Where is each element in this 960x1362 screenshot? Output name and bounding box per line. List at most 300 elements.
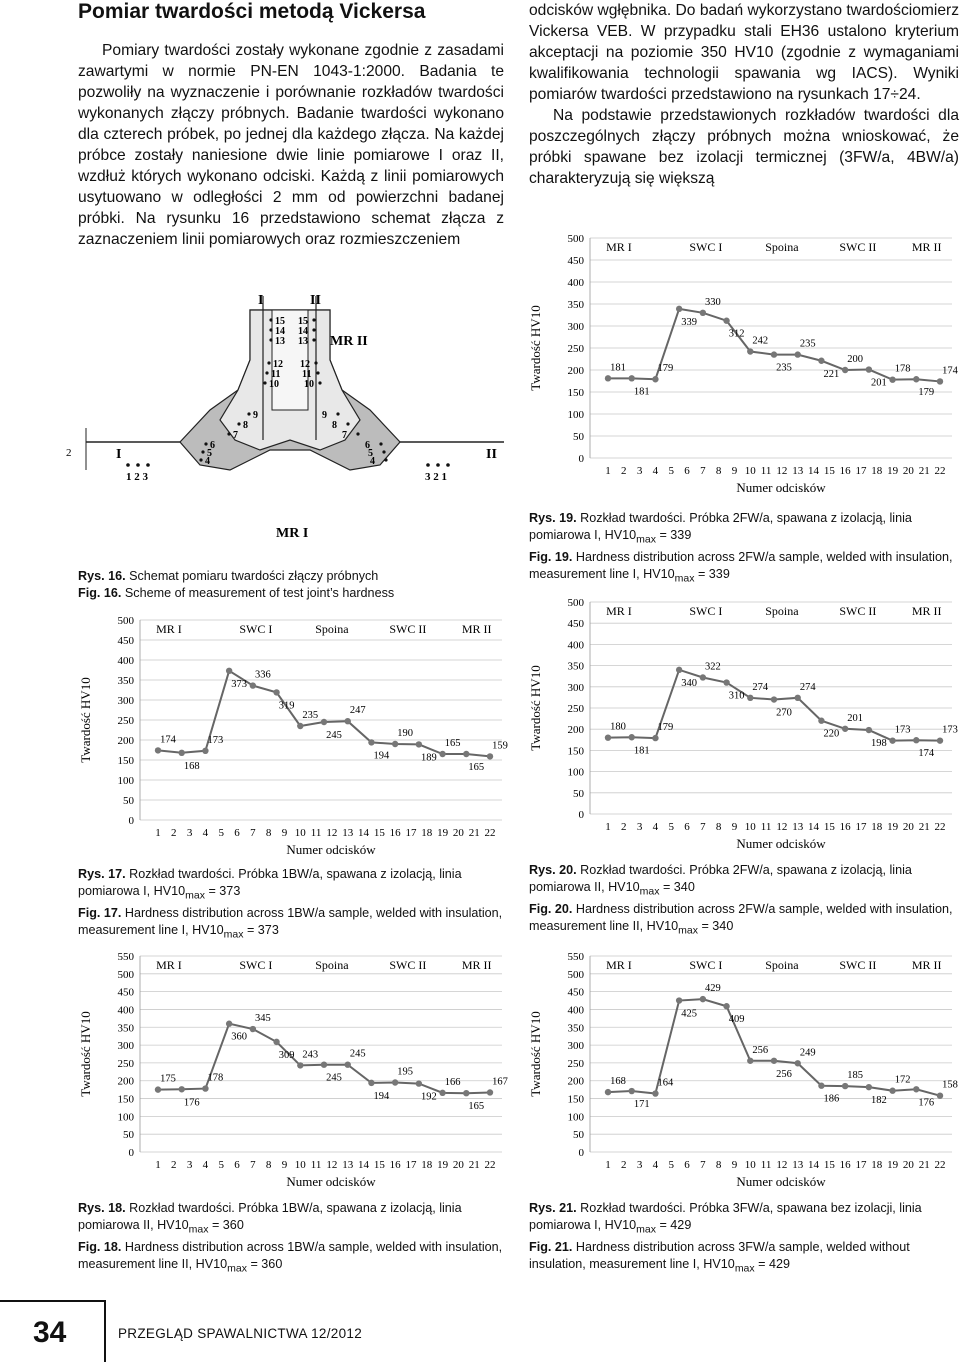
schematic-point: [312, 318, 315, 321]
x-tick-label: 2: [621, 821, 627, 833]
y-tick-label: 0: [578, 1147, 584, 1159]
y-tick-label: 550: [567, 951, 584, 963]
data-point: [605, 734, 611, 740]
caption-label: Rys. 16.: [78, 569, 126, 583]
schematic-base-right: 3 2 1: [425, 471, 447, 483]
y-tick-label: 350: [567, 299, 584, 311]
x-tick-label: 16: [389, 1159, 401, 1171]
data-point: [771, 351, 777, 357]
x-axis-title: Numer odcisków: [286, 1174, 376, 1189]
data-point: [273, 1039, 279, 1045]
x-tick-label: 10: [744, 1159, 756, 1171]
caption-sub: max: [223, 928, 244, 941]
chart-fig19: [528, 226, 960, 498]
y-tick-label: 500: [567, 968, 584, 981]
x-tick-label: 5: [668, 465, 674, 477]
y-tick-label: 0: [578, 453, 584, 465]
x-axis-title: Numer odcisków: [736, 480, 826, 495]
x-tick-label: 19: [437, 1159, 449, 1171]
data-label: 195: [397, 1066, 414, 1078]
x-tick-label: 13: [792, 1159, 804, 1171]
left-column-text: [78, 40, 504, 250]
schematic-point-label: 10: [269, 379, 279, 390]
data-point: [747, 348, 753, 354]
schematic-point: [269, 338, 272, 341]
data-label: 194: [373, 1090, 390, 1102]
x-tick-label: 14: [808, 1159, 820, 1171]
schematic-point-label: 9: [322, 410, 327, 421]
zone-label: SWC II: [389, 622, 427, 636]
x-tick-label: 22: [934, 465, 946, 477]
schematic-base-point: [446, 463, 450, 467]
y-tick-label: 100: [567, 1111, 584, 1124]
chart-fig20: [528, 590, 960, 854]
x-tick-label: 12: [776, 821, 788, 833]
caption-label: Rys. 20.: [529, 863, 577, 877]
x-tick-label: 17: [405, 1159, 417, 1171]
x-tick-label: 16: [839, 821, 851, 833]
x-tick-label: 9: [281, 1159, 288, 1171]
y-tick-label: 400: [567, 639, 584, 652]
schematic-point: [267, 361, 270, 364]
zone-label: Spoina: [315, 958, 349, 972]
x-tick-label: 2: [621, 465, 627, 477]
data-label: 322: [704, 661, 721, 673]
zone-label: SWC I: [239, 958, 273, 972]
x-tick-label: 11: [310, 827, 322, 839]
data-point: [652, 376, 658, 382]
data-label: 178: [207, 1072, 224, 1084]
x-tick-label: 9: [731, 465, 738, 477]
data-label: 158: [942, 1079, 958, 1091]
x-tick-label: 2: [171, 1159, 177, 1171]
schematic-point-label: 11: [271, 369, 281, 380]
x-tick-label: 19: [887, 1159, 899, 1171]
zone-label: SWC I: [689, 958, 723, 972]
caption-text: Scheme of measurement of test joint’s hardness: [121, 586, 395, 600]
data-label: 429: [704, 983, 721, 995]
x-tick-label: 4: [652, 1159, 659, 1171]
x-axis-title: Numer odcisków: [736, 1174, 826, 1189]
y-tick-label: 100: [567, 766, 584, 779]
x-tick-label: 15: [373, 1159, 385, 1171]
data-point: [866, 366, 872, 372]
x-tick-label: 8: [265, 827, 272, 839]
data-label: 168: [183, 760, 200, 772]
caption-text: Rozkład twardości. Próbka 3FW/a, spawana bez izolacji, linia pomiarowa I, HV10: [529, 1201, 922, 1232]
zone-label: Spoina: [765, 604, 799, 618]
data-point: [771, 696, 777, 702]
y-tick-label: 0: [128, 815, 134, 827]
schematic-point: [346, 422, 349, 425]
schematic-point: [263, 381, 266, 384]
x-tick-label: 10: [294, 827, 306, 839]
schematic-point-label: 7: [342, 430, 347, 441]
x-tick-label: 21: [918, 821, 930, 833]
caption-label: Fig. 17.: [78, 905, 122, 920]
data-label: 165: [444, 738, 461, 749]
data-label: 164: [657, 1077, 674, 1089]
data-point: [866, 1084, 872, 1090]
chart-fig17: [78, 608, 510, 860]
x-tick-label: 4: [652, 821, 659, 833]
x-tick-label: 7: [700, 465, 706, 477]
data-label: 312: [728, 328, 745, 340]
x-tick-label: 1: [605, 821, 611, 833]
data-point: [321, 719, 327, 725]
x-tick-label: 21: [468, 1159, 480, 1171]
data-point: [155, 1086, 161, 1092]
x-tick-label: 12: [776, 465, 788, 477]
data-point: [629, 1088, 635, 1094]
data-label: 220: [823, 728, 840, 740]
data-label: 159: [492, 740, 508, 752]
data-label: 190: [397, 728, 414, 739]
data-label: 425: [681, 1008, 698, 1020]
caption-text: Hardness distribution across 2FW/a sample, welded with insulation, measurement line I, HV10: [529, 549, 953, 581]
article-title: Pomiar twardości metodą Vickersa: [78, 0, 426, 23]
x-tick-label: 6: [234, 827, 240, 839]
x-tick-label: 10: [744, 465, 756, 477]
schematic-base-point: [436, 463, 440, 467]
y-tick-label: 200: [117, 1075, 134, 1088]
data-point: [226, 668, 232, 674]
y-tick-label: 500: [117, 968, 134, 981]
schematic-point-label: 10: [304, 379, 314, 390]
data-label: 165: [468, 1101, 485, 1113]
data-point: [629, 375, 635, 381]
data-point: [913, 1086, 919, 1092]
x-tick-label: 9: [731, 1159, 738, 1171]
data-label: 166: [444, 1076, 461, 1088]
caption-tail: = 429: [655, 1218, 692, 1232]
data-point: [463, 751, 469, 757]
schematic-base-left: 1 2 3: [126, 471, 148, 483]
data-label: 179: [657, 722, 674, 734]
y-tick-label: 200: [567, 1075, 584, 1088]
data-point: [676, 306, 682, 312]
caption-label: Rys. 19.: [529, 511, 577, 525]
schematic-point-label: 6: [210, 440, 215, 451]
caption-fig18: [78, 1200, 504, 1277]
x-tick-label: 18: [421, 827, 433, 839]
data-label: 192: [420, 1091, 437, 1103]
data-label: 181: [610, 362, 626, 374]
data-label: 336: [254, 669, 271, 681]
y-tick-label: 200: [117, 735, 134, 747]
caption-sub: max: [639, 885, 660, 898]
caption-fig16: [78, 568, 498, 602]
data-label: 172: [894, 1074, 911, 1086]
data-label: 173: [894, 724, 911, 736]
x-tick-label: 14: [808, 821, 820, 833]
zone-label: MR II: [461, 958, 492, 972]
x-tick-label: 13: [792, 465, 804, 477]
x-tick-label: 20: [452, 1159, 464, 1171]
data-point: [771, 1058, 777, 1064]
x-tick-label: 4: [202, 1159, 209, 1171]
zone-label: SWC I: [689, 240, 723, 254]
schematic-point-label: 11: [302, 369, 312, 380]
data-point: [487, 753, 493, 759]
x-tick-label: 16: [839, 1159, 851, 1171]
data-label: 165: [468, 762, 485, 773]
data-label: 176: [918, 1097, 935, 1109]
data-label: 182: [870, 1095, 887, 1107]
schematic-point: [312, 338, 315, 341]
schematic-point-label: 8: [332, 420, 337, 431]
schematic-label-line-i: I: [258, 293, 264, 308]
x-tick-label: 21: [918, 1159, 930, 1171]
schematic-point: [356, 432, 359, 435]
y-tick-label: 150: [567, 387, 584, 399]
data-point: [818, 718, 824, 724]
schematic-point-label: 15: [275, 316, 285, 327]
data-label: 235: [776, 362, 792, 374]
data-point: [345, 1061, 351, 1067]
data-label: 235: [799, 338, 816, 350]
caption-tail: = 429: [754, 1256, 791, 1271]
data-label: 373: [231, 678, 248, 690]
x-tick-label: 20: [452, 827, 464, 839]
data-label: 179: [657, 363, 674, 375]
caption-sub: max: [734, 1262, 755, 1275]
data-point: [747, 1058, 753, 1064]
data-point: [676, 997, 682, 1003]
x-tick-label: 15: [823, 821, 835, 833]
x-tick-label: 11: [760, 465, 772, 477]
schematic-point-label: 13: [298, 336, 308, 347]
y-tick-label: 250: [117, 1057, 134, 1070]
x-tick-label: 17: [855, 465, 867, 477]
schematic-point: [379, 442, 382, 445]
schematic-point: [384, 458, 387, 461]
x-tick-label: 18: [871, 821, 883, 833]
x-tick-label: 14: [358, 1159, 370, 1171]
caption-fig21: [529, 1200, 959, 1277]
data-point: [842, 1083, 848, 1089]
caption-text: Schemat pomiaru twardości złączy próbnych: [125, 569, 379, 583]
data-point: [273, 689, 279, 695]
y-tick-label: 50: [123, 1129, 134, 1142]
x-tick-label: 5: [218, 827, 224, 839]
x-tick-label: 7: [700, 821, 706, 833]
data-label: 181: [633, 745, 650, 757]
x-tick-label: 4: [652, 465, 659, 477]
data-point: [439, 1090, 445, 1096]
data-label: 179: [918, 387, 935, 399]
x-tick-label: 12: [326, 1159, 338, 1171]
paragraph: Pomiary twardości zostały wykonane zgodnie z zasadami zawartymi w normie PN-EN 1043-1:2000. Badania te pozwoliły na wyznaczenie i porównanie rozkładów twardości wykonanych złączy próbnych. Badanie twardości wykonano dla czterech próbek, po jednej dla każdego złącza. Na każdej próbce zostały naniesione dwie linie pomiarowe I oraz II, wzdłuż których wykonano odciski. Każdą z linii pomiarowych usytuowano w odległości 2 mm od powierzchni badanej próbki. Na rysunku 16 przedstawiono schemat złącza z zaznaczeniem linii pomiarowych oraz rozmieszczeniem: [78, 42, 504, 248]
data-point: [179, 750, 185, 756]
x-tick-label: 10: [744, 821, 756, 833]
y-tick-label: 100: [117, 775, 134, 787]
y-tick-label: 400: [117, 1004, 134, 1017]
y-tick-label: 350: [117, 675, 134, 687]
zone-label: MR I: [606, 240, 632, 254]
y-tick-label: 250: [117, 715, 134, 727]
data-label: 242: [752, 335, 769, 347]
schematic-point: [265, 371, 268, 374]
x-tick-label: 21: [918, 465, 930, 477]
data-label: 330: [704, 296, 721, 308]
data-point: [652, 735, 658, 741]
x-tick-label: 16: [839, 465, 851, 477]
caption-label: Rys. 17.: [78, 867, 126, 881]
y-tick-label: 350: [567, 1022, 584, 1035]
x-tick-label: 2: [171, 827, 177, 839]
x-tick-label: 3: [636, 1159, 643, 1171]
data-point: [368, 739, 374, 745]
data-point: [487, 1089, 493, 1095]
y-tick-label: 50: [573, 431, 584, 443]
data-point: [937, 737, 943, 743]
data-point: [818, 1083, 824, 1089]
data-label: 249: [799, 1047, 816, 1059]
data-point: [652, 1090, 658, 1096]
caption-tail: = 339: [694, 566, 730, 581]
x-tick-label: 3: [636, 821, 643, 833]
data-point: [416, 741, 422, 747]
x-tick-label: 18: [871, 1159, 883, 1171]
data-label: 201: [847, 712, 864, 724]
schematic-label-mr1: MR I: [276, 526, 309, 541]
schematic-point: [269, 328, 272, 331]
y-tick-label: 350: [117, 1022, 134, 1035]
data-point: [368, 1080, 374, 1086]
schematic-point-label: 7: [233, 430, 238, 441]
x-tick-label: 3: [636, 465, 643, 477]
x-tick-label: 13: [342, 1159, 354, 1171]
data-point: [889, 737, 895, 743]
schematic-point-label: 5: [368, 448, 373, 459]
y-tick-label: 500: [117, 615, 134, 627]
paragraph: odcisków wgłębnika. Do badań wykorzystano twardościomierz Vickersa VEB. W przypadku stali EH36 ustalono kryterium akceptacji na poziomie 350 HV10 (zgodnie z wymaganiami kwalifikowania technologii spawania wg IACS). Wyniki pomiarów twardości przedstawiono na rysunkach 17÷24.: [529, 2, 959, 103]
paragraph: Na podstawie przedstawionych rozkładów twardości dla poszczególnych złączy próbnych można wnioskować, że próbki spawane bez izolacji termicznej (3FW/a, 4BW/a) charakteryzują się większą: [529, 107, 959, 187]
zone-label: SWC II: [839, 240, 877, 254]
data-label: 180: [610, 721, 626, 733]
data-label: 201: [870, 377, 887, 389]
caption-sub: max: [636, 1223, 656, 1236]
page-number: 34: [33, 1316, 67, 1349]
schematic-point: [204, 442, 207, 445]
x-tick-label: 15: [823, 1159, 835, 1171]
caption-tail: = 373: [243, 922, 279, 937]
data-point: [723, 679, 729, 685]
x-tick-label: 12: [776, 1159, 788, 1171]
y-tick-label: 250: [567, 343, 584, 355]
y-axis-title: Twardość HV10: [528, 665, 543, 751]
caption-tail: = 340: [659, 880, 695, 894]
data-label: 245: [326, 1072, 342, 1084]
data-point: [723, 1003, 729, 1009]
zone-label: MR I: [606, 958, 632, 972]
data-point: [723, 318, 729, 324]
x-tick-label: 3: [186, 827, 193, 839]
y-tick-label: 250: [567, 703, 584, 715]
data-label: 174: [942, 365, 958, 377]
y-tick-label: 0: [128, 1147, 134, 1159]
schematic-base-point: [136, 463, 140, 467]
x-tick-label: 20: [902, 821, 914, 833]
schematic-point-label: 13: [275, 336, 285, 347]
data-point: [913, 376, 919, 382]
y-tick-label: 500: [567, 233, 584, 245]
data-label: 243: [302, 1049, 319, 1061]
x-tick-label: 19: [887, 465, 899, 477]
zone-label: Spoina: [315, 622, 349, 636]
schematic-point: [314, 361, 317, 364]
zone-label: MR II: [461, 622, 492, 636]
zone-label: SWC II: [389, 958, 427, 972]
data-point: [842, 726, 848, 732]
zone-label: SWC II: [839, 958, 877, 972]
x-tick-label: 19: [437, 827, 449, 839]
schematic-point: [199, 458, 202, 461]
caption-sub: max: [674, 572, 695, 585]
data-point: [937, 1092, 943, 1098]
y-tick-label: 100: [567, 409, 584, 421]
caption-label: Fig. 20.: [529, 901, 573, 916]
data-point: [818, 358, 824, 364]
y-tick-label: 150: [117, 1093, 134, 1106]
chart-fig21: [528, 944, 960, 1192]
x-tick-label: 17: [855, 1159, 867, 1171]
x-tick-label: 22: [484, 827, 496, 839]
x-tick-label: 18: [871, 465, 883, 477]
y-tick-label: 500: [567, 597, 584, 609]
data-point: [866, 727, 872, 733]
y-tick-label: 450: [117, 635, 134, 647]
caption-text: Hardness distribution across 2FW/a sample, welded with insulation, measurement line II, HV10: [529, 901, 953, 933]
y-tick-label: 0: [578, 809, 584, 821]
data-label: 176: [183, 1097, 200, 1109]
y-tick-label: 450: [567, 255, 584, 267]
schematic-point: [247, 412, 250, 415]
x-tick-label: 22: [484, 1159, 496, 1171]
data-label: 310: [728, 690, 745, 702]
schematic-point: [237, 422, 240, 425]
caption-fig19: [529, 510, 959, 587]
y-tick-label: 300: [567, 1040, 584, 1053]
data-point: [155, 747, 161, 753]
data-label: 194: [373, 750, 390, 762]
x-tick-label: 6: [684, 1159, 690, 1171]
data-point: [321, 1061, 327, 1067]
y-tick-label: 150: [567, 1093, 584, 1106]
caption-sub: max: [636, 533, 656, 546]
caption-sub: max: [185, 889, 205, 902]
x-tick-label: 13: [792, 821, 804, 833]
zone-label: SWC II: [839, 604, 877, 618]
schematic-point-label: 6: [365, 440, 370, 451]
data-label: 235: [302, 710, 319, 721]
x-tick-label: 1: [155, 827, 161, 839]
data-point: [795, 1060, 801, 1066]
caption-label: Fig. 21.: [529, 1239, 573, 1254]
x-tick-label: 20: [902, 465, 914, 477]
y-tick-label: 250: [567, 1057, 584, 1070]
page-number-box: [0, 1300, 106, 1362]
y-axis-title: Twardość HV10: [78, 1011, 93, 1097]
x-tick-label: 5: [668, 821, 674, 833]
x-tick-label: 12: [326, 827, 338, 839]
schematic-base-point: [146, 463, 150, 467]
caption-sub: max: [678, 924, 698, 937]
data-label: 345: [254, 1013, 271, 1025]
caption-text: Hardness distribution across 1BW/a sample, welded with insulation, measurement line II, HV10: [78, 1239, 503, 1271]
x-tick-label: 17: [855, 821, 867, 833]
